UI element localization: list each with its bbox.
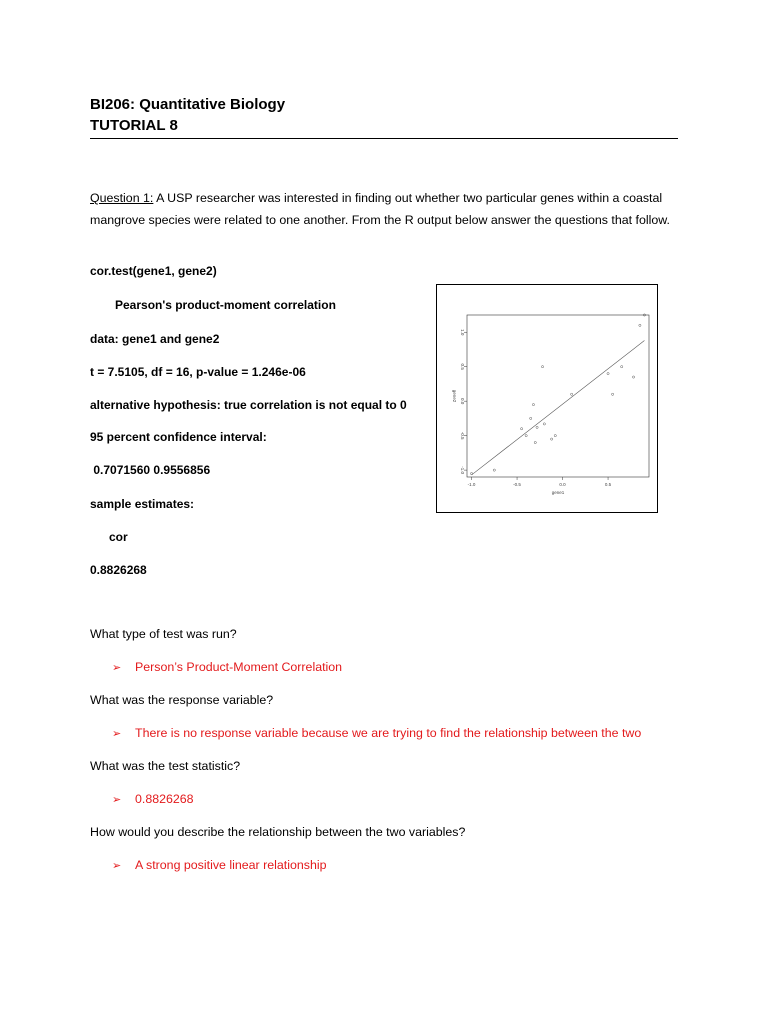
y-tick-label: -0.5 [460,431,465,440]
x-axis-label: gene1 [551,490,565,495]
data-point [536,426,538,428]
answer-text: There is no response variable because we are trying to find the relationship between the two [135,726,642,740]
data-point [621,366,623,368]
r-estimate-name: cor [109,530,128,544]
title-divider [90,138,678,139]
data-point [612,393,614,395]
data-point [571,393,573,395]
r-data-line: data: gene1 and gene2 [90,332,220,346]
question-1-text [90,188,680,231]
data-point [532,404,534,406]
x-tick-label: -1.0 [467,482,476,487]
r-ci-values: 0.7071560 0.9556856 [90,463,211,477]
question-1-body: A USP researcher was interested in finding out whether two particular genes within a coastal mangrove species were related to one another. From the R output below answer the questions that follow. [90,191,670,227]
r-stat-line: t = 7.5105, df = 16, p-value = 1.246e-06 [90,365,306,379]
data-point [525,435,527,437]
y-axis-label: gene2 [452,389,457,403]
question-test-statistic: What was the test statistic? [90,759,241,773]
r-command: cor.test(gene1, gene2) [90,264,217,278]
answer-text: 0.8826268 [135,792,194,806]
arrow-bullet-icon: ➢ [112,662,122,674]
data-point [541,366,543,368]
r-method: Pearson's product-moment correlation [115,298,336,312]
y-tick-label: 1.0 [460,329,465,336]
r-estimate-value: 0.8826268 [90,563,147,577]
answer-test-statistic [112,792,194,806]
answer-relationship [112,858,326,872]
answer-text: A strong positive linear relationship [135,858,327,872]
arrow-bullet-icon: ➢ [112,728,122,740]
y-tick-label: -1.0 [460,466,465,474]
course-title: BI206: Quantitative Biology [90,96,286,113]
r-alt-hypothesis: alternative hypothesis: true correlation is not equal to 0 [90,398,407,412]
data-point [639,324,641,326]
r-estimates-header: sample estimates: [90,497,195,511]
scatter-plot [436,284,658,513]
r-ci-header: 95 percent confidence interval: [90,430,267,444]
data-point [530,417,532,419]
data-point [607,372,609,374]
x-tick-label: 0.5 [604,482,612,487]
plot-frame [467,315,649,477]
answer-text: Person’s Product-Moment Correlation [135,660,343,674]
arrow-bullet-icon: ➢ [112,860,122,872]
y-tick-label: 0.0 [460,398,465,405]
question-test-type: What type of test was run? [90,627,237,641]
scatter-plot-svg [437,285,657,512]
question-1-label: Question 1: [90,191,154,205]
answer-response-variable [112,726,641,740]
tutorial-title: TUTORIAL 8 [90,117,178,134]
data-point [470,472,472,474]
data-point [551,438,553,440]
data-point [543,423,545,425]
x-tick-label: 0.0 [559,482,566,487]
question-response-variable: What was the response variable? [90,693,274,707]
x-tick-label: -0.5 [513,482,521,487]
data-point [632,376,634,378]
answer-test-type [112,660,342,674]
y-tick-label: 0.5 [460,363,465,370]
data-point [554,435,556,437]
regression-line [472,341,645,475]
arrow-bullet-icon: ➢ [112,794,122,806]
question-relationship: How would you describe the relationship between the two variables? [90,825,466,839]
data-point [534,441,536,443]
data-point [493,469,495,471]
data-point [521,428,523,430]
